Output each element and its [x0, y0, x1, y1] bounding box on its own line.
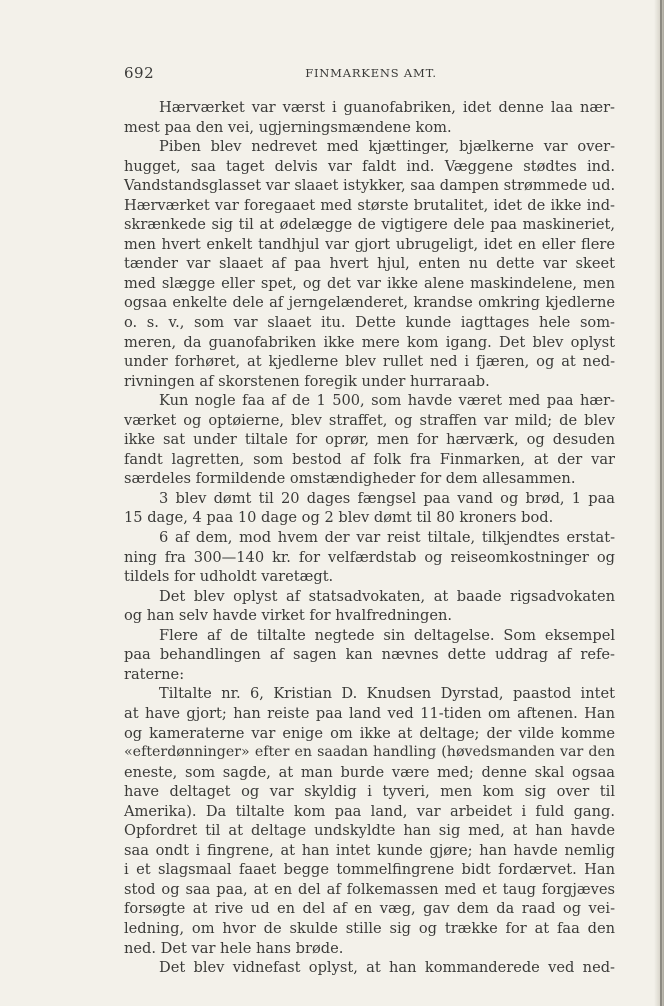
text-line: Flere af de tiltalte negtede sin deltagelse. Som eksempel — [159, 626, 615, 644]
text-line: ned. Det var hele hans brøde. — [124, 939, 344, 957]
text-line: Hærværket var foregaaet med største brutalitet, idet de ikke ind- — [124, 196, 615, 214]
text-line: at have gjort; han reiste paa land ved 11-tiden om aftenen. Han — [124, 704, 615, 722]
body-text — [124, 98, 615, 978]
text-line: mest paa den vei, ugjerningsmændene kom. — [124, 118, 452, 136]
text-line: ledning, om hvor de skulde stille sig og trække for at faa den — [124, 919, 615, 937]
text-line: Opfordret til at deltage undskyldte han sig med, at han havde — [124, 822, 615, 840]
text-line: tildels for udholdt varetægt. — [124, 568, 334, 586]
text-line: og kameraterne var enige om ikke at deltage; der vilde komme — [124, 724, 615, 742]
text-line: Tiltalte nr. 6, Kristian D. Knudsen Dyrstad, paastod intet — [159, 685, 615, 703]
text-line: men hvert enkelt tandhjul var gjort ubrugeligt, idet en eller flere — [124, 235, 615, 253]
text-line: saa ondt i fingrene, at han intet kunde gjøre; han havde nemlig — [124, 841, 615, 859]
text-line: raterne: — [124, 665, 185, 683]
text-line: eneste, som sagde, at man burde være med; denne skal ogsaa — [124, 763, 615, 781]
text-line: Amerika). Da tiltalte kom paa land, var arbeidet i fuld gang. — [124, 802, 615, 820]
text-line: forsøgte at rive ud en del af en væg, gav dem da raad og vei- — [124, 900, 615, 918]
text-line: rivningen af skorstenen foregik under hurraraab. — [124, 372, 490, 390]
text-line: meren, da guanofabriken ikke mere kom igang. Det blev oplyst — [124, 333, 615, 351]
text-line: fandt lagretten, som bestod af folk fra Finmarken, at der var — [124, 450, 615, 468]
text-line: hugget, saa taget delvis var faldt ind. Væggene stødtes ind. — [124, 157, 615, 175]
text-line: Hærværket var værst i guanofabriken, idet denne laa nær- — [159, 99, 615, 116]
text-line: under forhøret, at kjedlerne blev rullet ned i fjæren, og at ned- — [124, 353, 615, 371]
text-line: ogsaa enkelte dele af jerngelænderet, krandse omkring kjedlerne — [124, 294, 615, 312]
page-edge-shadow — [654, 0, 664, 1006]
page-number: 692 — [124, 64, 155, 82]
text-line: Piben blev nedrevet med kjættinger, bjælkerne var over- — [159, 138, 615, 156]
text-line: 15 dage, 4 paa 10 dage og 2 blev dømt til 80 kroners bod. — [124, 509, 554, 527]
text-line: stod og saa paa, at en del af folkemassen med et taug forgjæves — [124, 880, 615, 898]
text-line: 3 blev dømt til 20 dages fængsel paa vand og brød, 1 paa — [159, 489, 615, 507]
text-line: have deltaget og var skyldig i tyveri, men kom sig over til — [124, 783, 615, 801]
text-line: med slægge eller spet, og det var ikke alene maskindelene, men — [124, 274, 615, 292]
text-line: og han selv havde virket for hvalfredningen. — [124, 607, 453, 625]
text-line: særdeles formildende omstændigheder for dem allesammen. — [124, 470, 576, 488]
page-edge-line — [660, 0, 662, 1006]
text-line: «efterdønninger» efter en saadan handling (høvedsmanden var den — [124, 744, 615, 761]
text-line: i et slagsmaal faaet begge tommelfingrene bidt fordærvet. Han — [124, 861, 615, 879]
running-head: FINMARKENS AMT. — [305, 66, 437, 80]
text-line: Det blev oplyst af statsadvokaten, at baade rigsadvokaten — [159, 587, 615, 605]
text-line: paa behandlingen af sagen kan nævnes dette uddrag af refe- — [124, 646, 615, 664]
text-line: o. s. v., som var slaaet itu. Dette kunde iagttages hele som- — [124, 314, 615, 332]
text-line: tænder var slaaet af paa hvert hjul, enten nu dette var skeet — [124, 255, 615, 273]
text-line: skrænkede sig til at ødelægge de vigtigere dele paa maskineriet, — [124, 216, 615, 234]
text-line: 6 af dem, mod hvem der var reist tiltale, tilkjendtes erstat- — [159, 529, 615, 547]
text-line: Kun nogle faa af de 1 500, som havde været med paa hær- — [159, 392, 615, 410]
text-line: ning fra 300—140 kr. for velfærdstab og reiseomkostninger og — [124, 548, 615, 566]
text-line: Det blev vidnefast oplyst, at han kommanderede ved ned- — [159, 959, 615, 977]
text-line: ikke sat under tiltale for oprør, men for hærværk, og desuden — [124, 431, 615, 449]
text-line: Vandstandsglasset var slaaet istykker, saa dampen strømmede ud. — [124, 177, 616, 195]
text-line: værket og optøierne, blev straffet, og straffen var mild; de blev — [124, 411, 615, 429]
page-header — [124, 64, 618, 90]
